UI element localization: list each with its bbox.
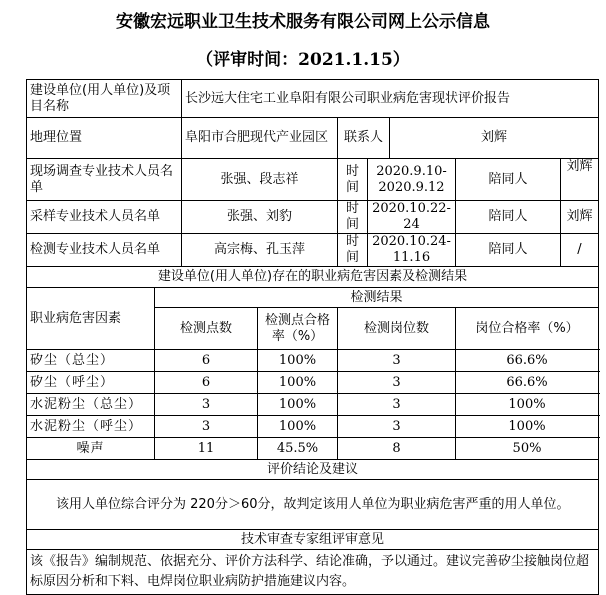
results-section-title: 建设单位(用人单位)存在的职业病危害因素及检测结果 [27,267,599,288]
factor-cell: 矽尘（呼尘） [27,372,155,394]
survey-time: 2020.9.10-2020.9.12 [368,159,456,201]
page-title: 安徽宏远职业卫生技术服务有限公司网上公示信息 [116,12,490,32]
survey-label: 现场调查专业技术人员名单 [27,159,182,201]
points-cell: 11 [155,438,258,460]
unit-label: 建设单位(用人单位)及项目名称 [27,80,182,118]
posts-cell: 3 [338,350,456,372]
testing-names: 高宗梅、孔玉萍 [182,234,338,267]
post-rate-cell: 66.6% [456,372,599,394]
factor-header: 职业病危害因素 [27,288,155,350]
row-conclusion-text [27,480,599,530]
review-text: 该《报告》编制规范、依据充分、评价方法科学、结论准确，予以通过。建议完善矽尘接触岗位超标原因分析和下料、电焊岗位职业病防护措施建议内容。 [27,550,599,595]
point-rate-cell: 100% [258,416,338,438]
location-label: 地理位置 [27,118,182,159]
disclosure-table [26,79,599,595]
table-row [27,372,599,394]
row-review-text [27,550,599,595]
survey-names: 张强、段志祥 [182,159,338,201]
row-conclusion-title [27,460,599,480]
factor-cell: 矽尘（总尘） [27,350,155,372]
posts-cell: 3 [338,416,456,438]
row-results-title [27,267,599,288]
points-cell: 6 [155,350,258,372]
factor-cell: 噪声 [27,438,155,460]
row-review-title [27,530,599,550]
survey-time-label: 时间 [338,159,368,201]
point-rate-cell: 100% [258,372,338,394]
row-location [27,118,599,159]
points-cell: 3 [155,416,258,438]
conclusion-text: 该用人单位综合评分为 220分＞60分，故判定该用人单位为职业病危害严重的用人单位。 [27,480,599,530]
point-rate-cell: 45.5% [258,438,338,460]
posts-cell: 8 [338,438,456,460]
sampling-names: 张强、刘豹 [182,201,338,234]
table-row [27,416,599,438]
review-time: （评审时间：2021.1.15） [196,50,410,70]
row-results-header-1 [27,288,599,308]
location-value: 阜阳市合肥现代产业园区 [182,118,338,159]
row-unit [27,80,599,118]
survey-escort: 刘辉 [561,159,599,201]
table-row [27,438,599,460]
row-sampling [27,201,599,234]
factor-cell: 水泥粉尘（总尘） [27,394,155,416]
post-rate-cell: 50% [456,438,599,460]
testing-escort: / [561,234,599,267]
sampling-escort: 刘辉 [561,201,599,234]
survey-escort-label: 陪同人 [456,159,561,201]
post-rate-cell: 66.6% [456,350,599,372]
contact-value: 刘辉 [390,118,599,159]
points-cell: 6 [155,372,258,394]
unit-value: 长沙远大住宅工业阜阳有限公司职业病危害现状评价报告 [182,80,599,118]
conclusion-title: 评价结论及建议 [27,460,599,480]
post-rate-cell: 100% [456,416,599,438]
testing-label: 检测专业技术人员名单 [27,234,182,267]
col-point-rate: 检测点合格率（%） [258,308,338,350]
point-rate-cell: 100% [258,350,338,372]
posts-cell: 3 [338,372,456,394]
table-row [27,350,599,372]
testing-time-label: 时间 [338,234,368,267]
col-points: 检测点数 [155,308,258,350]
testing-time: 2020.10.24-11.16 [368,234,456,267]
review-title: 技术审查专家组评审意见 [27,530,599,550]
sampling-time: 2020.10.22-24 [368,201,456,234]
sampling-escort-label: 陪同人 [456,201,561,234]
detect-header: 检测结果 [155,288,599,308]
testing-escort-label: 陪同人 [456,234,561,267]
posts-cell: 3 [338,394,456,416]
factor-cell: 水泥粉尘（呼尘） [27,416,155,438]
sampling-time-label: 时间 [338,201,368,234]
row-survey [27,159,599,201]
col-post-rate: 岗位合格率（%） [456,308,599,350]
col-posts: 检测岗位数 [338,308,456,350]
points-cell: 3 [155,394,258,416]
table-row [27,394,599,416]
row-testing [27,234,599,267]
contact-label: 联系人 [338,118,390,159]
point-rate-cell: 100% [258,394,338,416]
sampling-label: 采样专业技术人员名单 [27,201,182,234]
post-rate-cell: 100% [456,394,599,416]
